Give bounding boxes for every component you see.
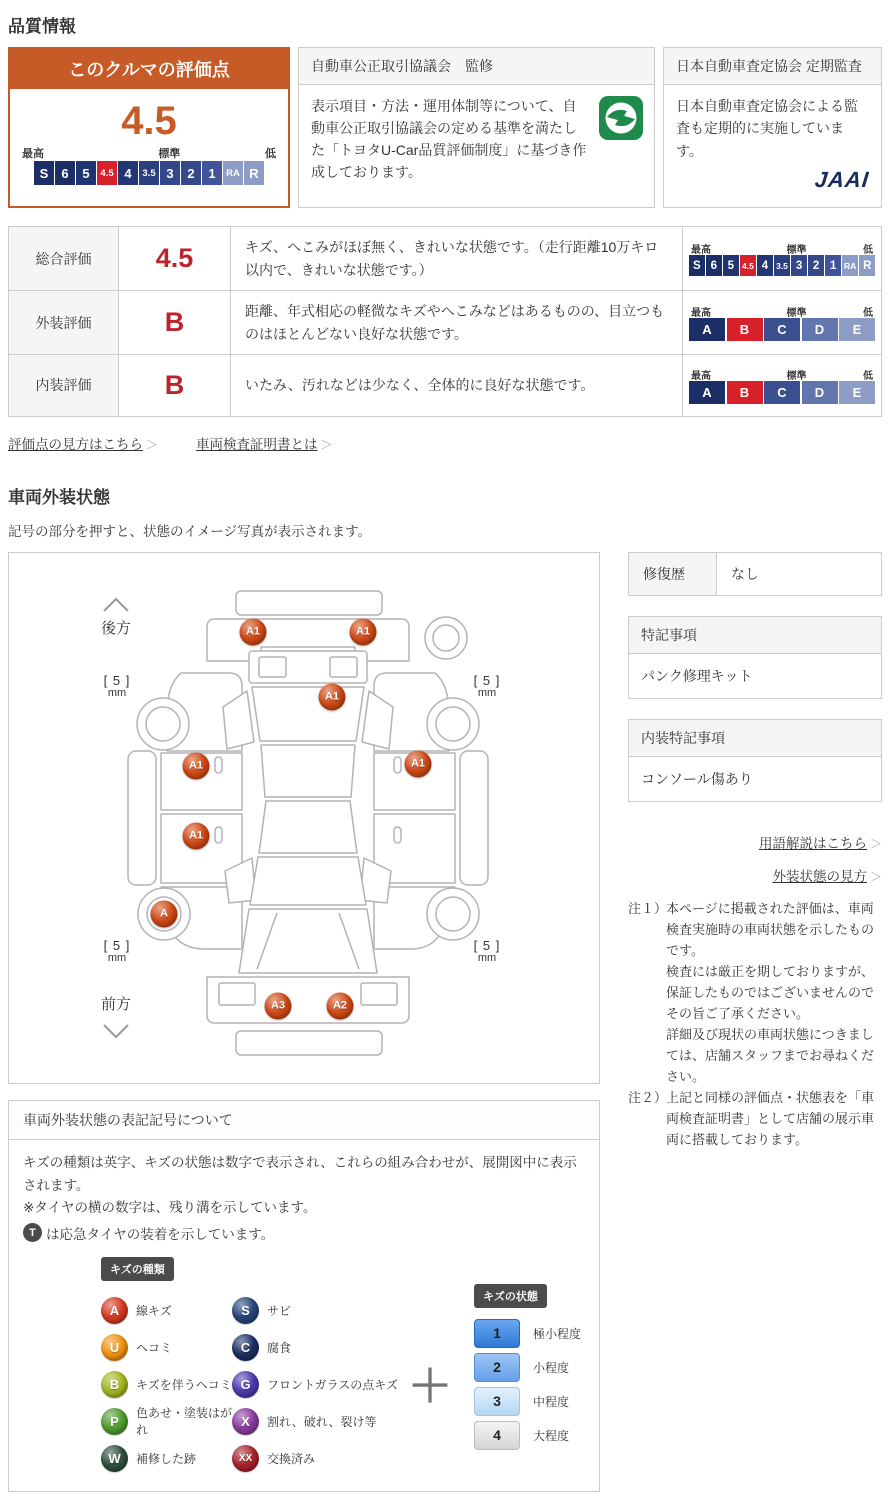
chevron-right-icon: ＞ <box>146 437 159 452</box>
kind-icon-W: W <box>101 1445 128 1472</box>
state-badge: キズの状態 <box>474 1284 547 1308</box>
note-item <box>628 898 882 1087</box>
fair-trade-council-logo-icon <box>598 95 644 141</box>
kind-label: 線キズ <box>136 1303 172 1318</box>
kind-label: サビ <box>267 1303 292 1318</box>
scale-label-standard: 標準 <box>786 308 807 320</box>
scale-box: 6 <box>55 161 75 185</box>
disclaimer-notes <box>628 898 882 1151</box>
supervision-header: 自動車公正取引協議会 監修 <box>299 48 654 85</box>
state-label: 小程度 <box>533 1360 570 1375</box>
kind-icon-XX: XX <box>232 1445 259 1472</box>
score-value: 4.5 <box>121 99 177 143</box>
state-item-3 <box>474 1387 581 1416</box>
kind-icon-B: B <box>101 1371 128 1398</box>
damage-marker-A[interactable]: A <box>151 900 178 927</box>
note-label: 注２） <box>628 1090 668 1106</box>
scale-box: C <box>764 381 800 404</box>
kind-item-U <box>101 1334 232 1361</box>
score-scale-boxes <box>22 161 276 185</box>
interior-notes-value: コンソール傷あり <box>641 770 753 787</box>
scale-label-standard: 標準 <box>158 148 181 160</box>
state-item-1 <box>474 1319 581 1348</box>
kind-label: フロントガラスの点キズ <box>267 1377 399 1392</box>
table-row-overall <box>9 227 881 291</box>
scale-box: 2 <box>181 161 201 185</box>
repair-history-table <box>628 552 882 596</box>
scale-label-standard: 標準 <box>786 245 807 257</box>
scale-label-high: 最高 <box>691 370 711 382</box>
scale-box: 2 <box>808 255 824 276</box>
audit-header: 日本自動車査定協会 定期監査 <box>664 48 881 85</box>
scale-box: R <box>859 255 875 276</box>
legend-header: 車両外装状態の表記記号について <box>9 1101 599 1140</box>
state-item-4 <box>474 1421 581 1450</box>
damage-state-legend <box>474 1284 581 1450</box>
eval-label: 総合評価 <box>9 227 119 290</box>
damage-marker-A1[interactable]: A1 <box>183 752 210 779</box>
legend-description: キズの種類は英字、キズの状態は数字で表示され、これらの組み合わせが、展開図中に表示されます。 <box>23 1154 577 1193</box>
plus-icon: ＋ <box>408 1361 453 1411</box>
audit-body: 日本自動車査定協会による監査も定期的に実施しています。 <box>676 98 858 159</box>
note-item <box>628 1087 882 1150</box>
scale-box: RA <box>842 255 858 276</box>
damage-marker-A1[interactable]: A1 <box>405 750 432 777</box>
page-title: 品質情報 <box>8 17 76 36</box>
note-text: 検査には厳正を期しておりますが、保証したものではございませんのでその旨ご了承ください。 <box>666 964 875 1022</box>
eval-grade: 4.5 <box>119 227 231 290</box>
state-label: 極小程度 <box>533 1326 582 1341</box>
repair-history-label: 修復歴 <box>629 553 717 595</box>
scale-box-selected: 4.5 <box>97 161 117 185</box>
scale-box: 4 <box>118 161 138 185</box>
kind-label: 補修した跡 <box>136 1451 197 1466</box>
kind-item-P <box>101 1404 232 1438</box>
note-label: 注１） <box>628 900 668 916</box>
jaai-logo: JAAI <box>813 167 871 193</box>
score-scale <box>10 143 288 195</box>
state-label: 大程度 <box>533 1428 570 1443</box>
audit-box <box>663 47 882 208</box>
scale-label-high: 最高 <box>691 308 711 320</box>
scale-box: E <box>839 381 875 404</box>
interior-notes-box <box>628 719 882 802</box>
quality-summary-row <box>8 47 882 208</box>
kind-icon-X: X <box>232 1408 259 1435</box>
kind-label: 交換済み <box>267 1451 316 1466</box>
evaluation-table <box>8 226 882 417</box>
scale-box: 4 <box>757 255 773 276</box>
kind-icon-G: G <box>232 1371 259 1398</box>
kind-item-G <box>232 1371 398 1398</box>
scale-box: D <box>802 381 838 404</box>
rear-direction-label: 後方 <box>100 619 131 637</box>
overall-scale-boxes <box>689 255 875 276</box>
chevron-right-icon: ＞ <box>869 869 882 884</box>
damage-marker-A1[interactable]: A1 <box>183 822 210 849</box>
eval-description: キズ、へこみがほぼ無く、きれいな状態です。（走行距離10万キロ以内で、きれいな状態です。） <box>231 227 683 290</box>
link-rating-guide[interactable]: 評価点の見方はこちら <box>8 436 143 452</box>
chevron-right-icon: ＞ <box>869 836 882 851</box>
damage-kind-legend <box>101 1257 398 1477</box>
special-notes-box <box>628 616 882 699</box>
kind-icon-A: A <box>101 1297 128 1324</box>
scale-box: 3 <box>791 255 807 276</box>
exterior-section-title: 車両外装状態 <box>8 487 110 507</box>
scale-box: R <box>244 161 264 185</box>
note-text: 本ページに掲載された評価は、車両検査実施時の車両状態を示したものです。 <box>666 900 875 959</box>
table-row-exterior <box>9 291 881 355</box>
score-box <box>8 47 290 208</box>
damage-marker-A1[interactable]: A1 <box>240 618 267 645</box>
spare-tire-icon: T <box>23 1223 42 1242</box>
scale-label-low: 低 <box>863 308 873 320</box>
state-button-3: 3 <box>474 1387 520 1416</box>
eval-description: いたみ、汚れなどは少なく、全体的に良好な状態です。 <box>231 355 683 416</box>
damage-marker-A1[interactable]: A1 <box>350 618 377 645</box>
eval-label: 外装評価 <box>9 291 119 354</box>
kind-label: 割れ、破れ、裂け等 <box>267 1414 377 1429</box>
state-button-2: 2 <box>474 1353 520 1382</box>
kind-type-badge: キズの種類 <box>101 1257 174 1281</box>
scale-box-selected: B <box>727 381 763 404</box>
spare-tire-note: は応急タイヤの装着を示しています。 <box>46 1226 275 1242</box>
exterior-section-subtitle: 記号の部分を押すと、状態のイメージ写真が表示されます。 <box>8 523 372 539</box>
kind-item-C <box>232 1334 398 1361</box>
interior-scale-boxes <box>689 381 875 404</box>
scale-box: C <box>764 318 800 341</box>
scale-box: 6 <box>706 255 722 276</box>
scale-box: D <box>802 318 838 341</box>
kind-item-S <box>232 1297 398 1324</box>
link-exterior-guide[interactable]: 外装状態の見方 <box>772 868 867 884</box>
front-direction-label: 前方 <box>100 995 131 1013</box>
score-box-header: このクルマの評価点 <box>10 49 288 89</box>
damage-marker-A3[interactable]: A3 <box>265 992 292 1019</box>
scale-label-low: 低 <box>863 245 873 257</box>
scale-box: A <box>689 381 725 404</box>
scale-box: 1 <box>825 255 841 276</box>
tread-note: ※タイヤの横の数字は、残り溝を示しています。 <box>23 1200 317 1216</box>
state-label: 中程度 <box>533 1394 570 1409</box>
scale-box: 5 <box>76 161 96 185</box>
scale-box-selected: B <box>727 318 763 341</box>
state-button-1: 1 <box>474 1319 520 1348</box>
kind-label: ヘコミ <box>136 1340 173 1355</box>
state-button-4: 4 <box>474 1421 520 1450</box>
damage-marker-A2[interactable]: A2 <box>327 992 354 1019</box>
scale-box: S <box>34 161 54 185</box>
repair-history-value: なし <box>731 565 759 582</box>
car-diagram-box <box>8 552 600 1084</box>
supervision-box <box>298 47 655 208</box>
eval-label: 内装評価 <box>9 355 119 416</box>
eval-grade: B <box>119 291 231 354</box>
up-chevron-icon <box>104 599 128 611</box>
kind-label: キズを伴うヘコミ <box>136 1377 232 1392</box>
table-row-interior <box>9 355 881 416</box>
scale-box: 3 <box>160 161 180 185</box>
special-notes-header: 特記事項 <box>629 617 881 654</box>
kind-label: 腐食 <box>267 1340 292 1355</box>
interior-notes-header: 内装特記事項 <box>629 720 881 757</box>
tire-tread-label: [ 5 ] mm <box>473 672 501 699</box>
eval-grade: B <box>119 355 231 416</box>
tire-tread-label: [ 5 ] mm <box>473 937 501 964</box>
eval-description: 距離、年式相応の軽微なキズやへこみなどはあるものの、目立つものはほとんどない良好な状態です。 <box>231 291 683 354</box>
scale-box: E <box>839 318 875 341</box>
scale-box: A <box>689 318 725 341</box>
legend-box <box>8 1100 600 1492</box>
special-notes-value: パンク修理キット <box>641 667 753 684</box>
scale-box: 1 <box>202 161 222 185</box>
scale-box: S <box>689 255 705 276</box>
state-item-2 <box>474 1353 581 1382</box>
scale-box: 5 <box>723 255 739 276</box>
scale-box: 3.5 <box>139 161 159 185</box>
scale-label-high: 最高 <box>22 148 44 160</box>
kind-item-W <box>101 1445 232 1472</box>
kind-item-B <box>101 1371 232 1398</box>
scale-label-low: 低 <box>265 148 276 160</box>
kind-item-XX <box>232 1445 398 1472</box>
kind-icon-C: C <box>232 1334 259 1361</box>
tire-tread-label: [ 5 ] mm <box>103 672 131 699</box>
scale-box: RA <box>223 161 243 185</box>
scale-box-selected: 4.5 <box>740 255 756 276</box>
scale-box: 3.5 <box>774 255 790 276</box>
note-text: 上記と同様の評価点・状態表を「車両検査証明書」として店舗の展示車両に搭載しております。 <box>666 1090 875 1148</box>
link-glossary[interactable]: 用語解説はこちら <box>758 835 867 851</box>
supervision-body: 表示項目・方法・運用体制等について、自動車公正取引協議会の定める基準を満たした「トヨタU-Car品質評価制度」に基づき作成しております。 <box>311 98 587 181</box>
scale-label-high: 最高 <box>691 245 711 257</box>
link-certificate-info[interactable]: 車両検査証明書とは <box>196 436 318 452</box>
kind-icon-S: S <box>232 1297 259 1324</box>
damage-marker-A1[interactable]: A1 <box>319 683 346 710</box>
scale-label-low: 低 <box>863 370 873 382</box>
down-chevron-icon <box>104 1025 128 1037</box>
scale-label-standard: 標準 <box>786 370 807 382</box>
kind-item-A <box>101 1297 232 1324</box>
kind-icon-P: P <box>101 1408 128 1435</box>
kind-label: 色あせ・塗装はがれ <box>136 1406 233 1438</box>
note-text: 詳細及び現状の車両状態につきましては、店舗スタッフまでお尋ねください。 <box>666 1027 875 1085</box>
kind-icon-U: U <box>101 1334 128 1361</box>
kind-item-X <box>232 1408 398 1435</box>
tire-tread-label: [ 5 ] mm <box>103 937 131 964</box>
chevron-right-icon: ＞ <box>320 437 333 452</box>
exterior-scale-boxes <box>689 318 875 341</box>
